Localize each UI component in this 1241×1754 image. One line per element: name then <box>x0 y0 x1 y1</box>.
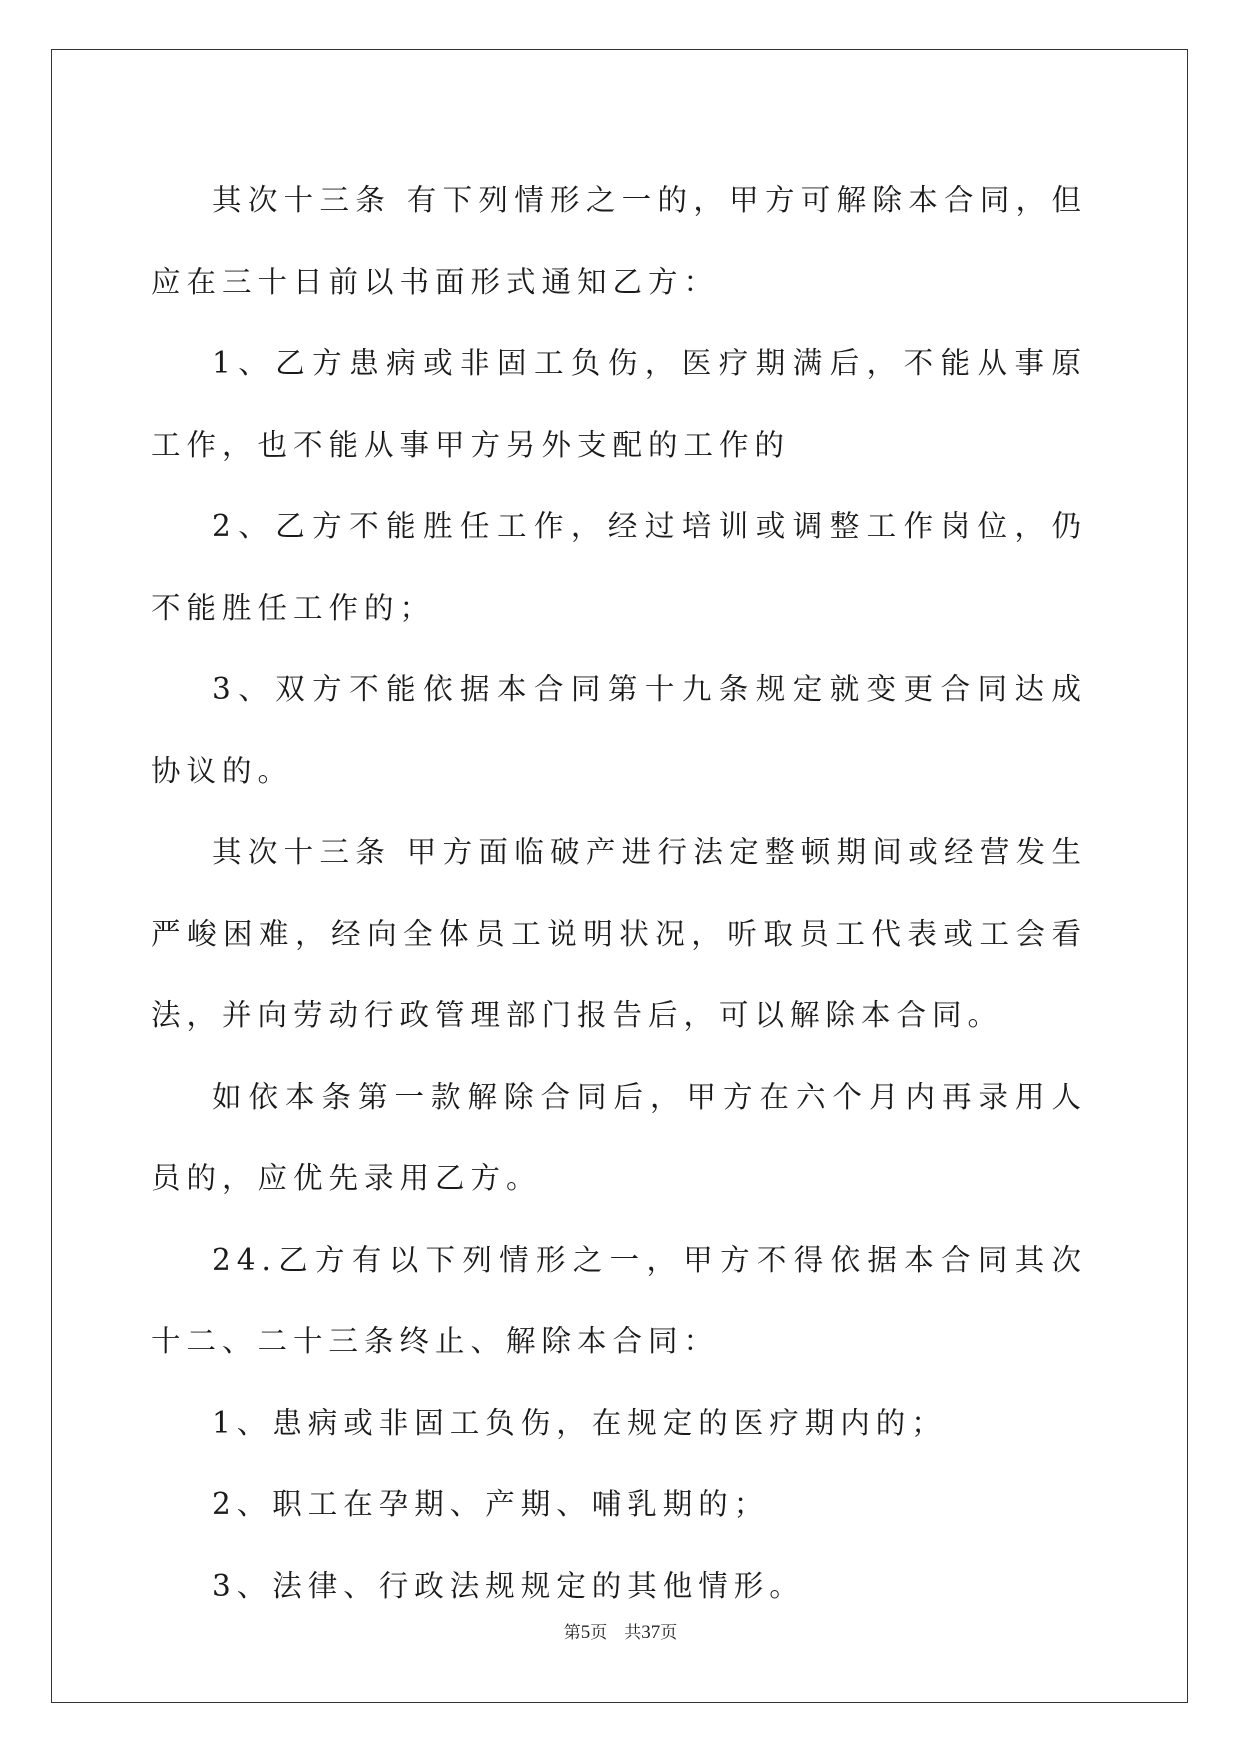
total-pages: 37 <box>641 1622 661 1643</box>
paragraph-item-3b: 3、法律、行政法规规定的其他情形。 <box>212 1568 805 1603</box>
total-suffix: 页 <box>660 1623 678 1642</box>
page-number: 5 <box>580 1622 591 1643</box>
paragraph-item-3: 3、双方不能依据本合同第十九条规定就变更合同达成协议的。 <box>151 672 1087 788</box>
paragraph-article-13a: 其次十三条 有下列情形之一的，甲方可解除本合同，但应在三十日前以书面形式通知乙方： <box>151 183 1087 299</box>
paragraph-rehire: 如依本条第一款解除合同后，甲方在六个月内再录用人员的，应优先录用乙方。 <box>151 1079 1087 1195</box>
page-suffix: 页 <box>590 1623 608 1642</box>
paragraph-item-1b: 1、患病或非固工负伤，在规定的医疗期内的； <box>212 1405 947 1440</box>
page-prefix: 第 <box>563 1623 581 1642</box>
paragraph-item-1: 1、乙方患病或非固工负伤，医疗期满后，不能从事原工作，也不能从事甲方另外支配的工作的 <box>151 346 1087 462</box>
total-prefix: 共 <box>624 1623 642 1642</box>
paragraph-item-2b: 2、职工在孕期、产期、哺乳期的； <box>212 1487 770 1521</box>
page-footer <box>0 1618 1241 1644</box>
paragraph-article-13b: 其次十三条 甲方面临破产进行法定整顿期间或经营发生严峻困难，经向全体员工说明状况，听取员工代表或工会看法，并向劳动行政管理部门报告后，可以解除本合同。 <box>151 835 1087 1032</box>
paragraph-article-24: 24.乙方有以下列情形之一，甲方不得依据本合同其次十二、二十三条终止、解除本合同： <box>151 1242 1087 1358</box>
paragraph-item-2: 2、乙方不能胜任工作，经过培训或调整工作岗位，仍不能胜任工作的； <box>151 509 1087 625</box>
document-body <box>151 160 1087 1627</box>
